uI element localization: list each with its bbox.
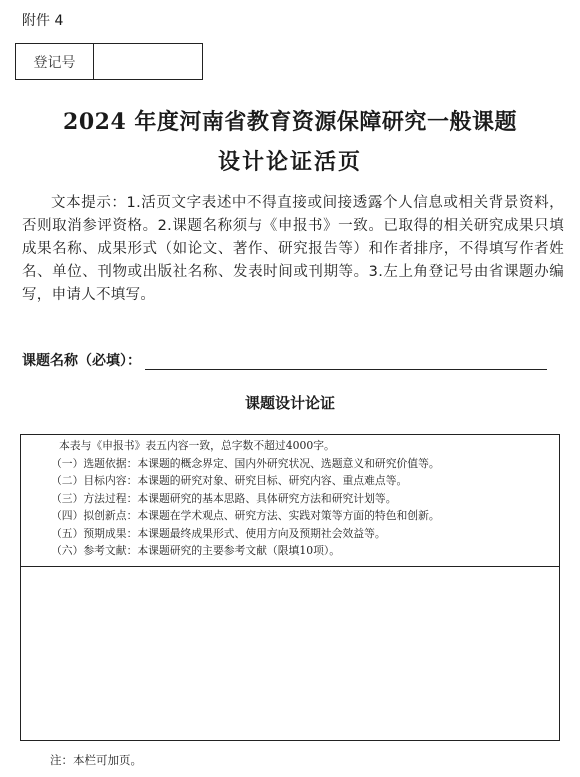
- registration-label: 登记号: [16, 44, 94, 79]
- design-content-field[interactable]: [21, 567, 559, 740]
- instruction-line: 本表与《申报书》表五内容一致，总字数不超过4000字。: [59, 439, 335, 452]
- attachment-label: 附件 4: [22, 13, 64, 29]
- instruction-line: （五）预期成果：本课题最终成果形式、使用方向及预期社会效益等。: [51, 526, 386, 540]
- instructions-block: [21, 435, 559, 567]
- topic-row: [22, 350, 547, 370]
- instruction-line: （三）方法过程：本课题研究的基本思路、具体研究方法和研究计划等。: [51, 491, 397, 505]
- footnote: 注：本栏可加页。: [50, 753, 142, 767]
- registration-box: [15, 43, 203, 80]
- instruction-line: （四）拟创新点：本课题在学术观点、研究方法、实践对策等方面的特色和创新。: [51, 509, 440, 522]
- section-heading: 课题设计论证: [244, 394, 335, 412]
- notice-text: 文本提示：1.活页文字表述中不得直接或间接透露个人信息或相关背景资料，否则取消参评资格。2.课题名称须与《申报书》一致。已取得的相关研究成果只填成果名称、成果形式（如论文、著作、研究报告等）和作者排序，不得填写作者姓名、单位、刊物或出版社名称、发表时间或刊期等。3.左上角登记号由省课题办编写，申请人不填写。: [22, 195, 564, 303]
- instruction-line: （二）目标内容：本课题的研究对象、研究目标、研究内容、重点难点等。: [51, 474, 408, 487]
- page-title: 2024 年度河南省教育资源保障研究一般课题: [63, 109, 517, 135]
- topic-label: 课题名称（必填）：: [22, 353, 141, 369]
- registration-number-field[interactable]: [94, 44, 202, 79]
- topic-name-field[interactable]: [145, 351, 547, 370]
- design-argument-table: [20, 434, 560, 741]
- instruction-line: （一）选题依据：本课题的概念界定、国内外研究状况、选题意义和研究价值等。: [51, 456, 440, 470]
- instruction-line: （六）参考文献：本课题研究的主要参考文献（限填10项）。: [51, 544, 341, 557]
- page-subtitle: 设计论证活页: [217, 149, 362, 175]
